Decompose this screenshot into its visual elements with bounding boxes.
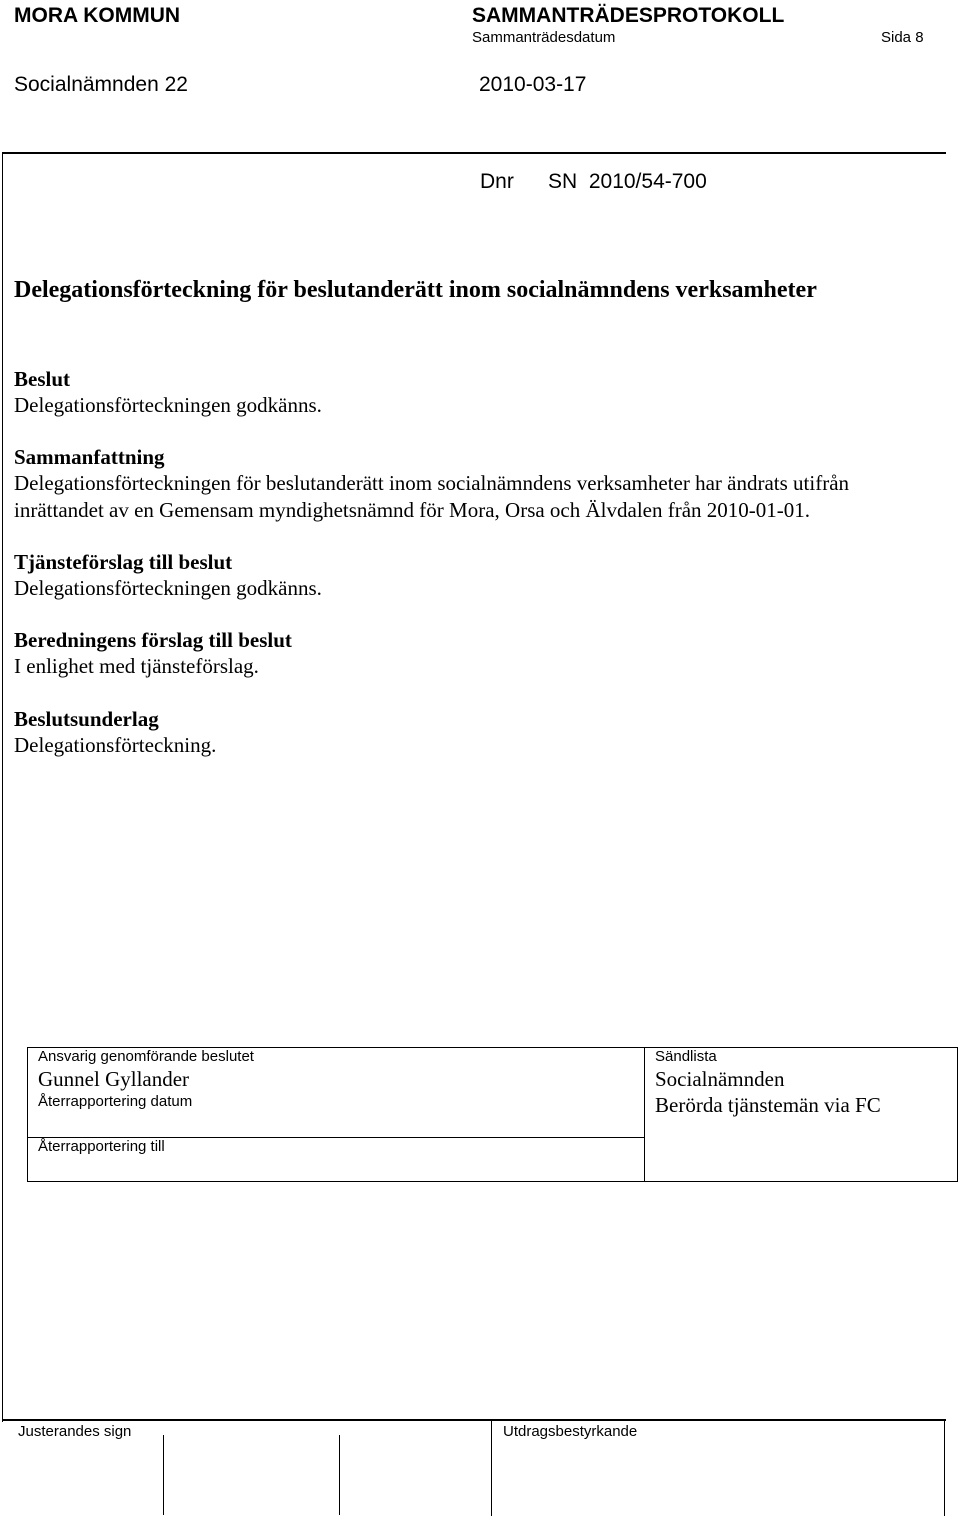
top-rule (2, 152, 946, 154)
sammanfattning-line-2: inrättandet av en Gemensam myndighetsnämnd för Mora, Orsa och Älvdalen från 2010-01-01. (14, 498, 811, 522)
distribution-item: Socialnämnden (655, 1067, 785, 1091)
report-date-label: Återrapportering datum (38, 1093, 193, 1110)
document-type: SAMMANTRÄDESPROTOKOLL (472, 4, 785, 27)
responsible-value: Gunnel Gyllander (38, 1067, 190, 1091)
report-to-label: Återrapportering till (38, 1138, 165, 1155)
responsible-label: Ansvarig genomförande beslutet (38, 1048, 254, 1065)
justerandes-sign-label: Justerandes sign (18, 1423, 132, 1440)
footer-divider (339, 1435, 340, 1515)
footer-divider (491, 1421, 492, 1516)
utdragsbestyrkande-label: Utdragsbestyrkande (503, 1423, 638, 1440)
committee-item: Socialnämnden 22 (14, 73, 188, 96)
beredningen-heading: Beredningens förslag till beslut (14, 628, 292, 652)
beslut-heading: Beslut (14, 367, 71, 391)
meeting-date-label: Sammanträdesdatum (472, 29, 616, 46)
footer-divider (163, 1435, 164, 1515)
meeting-date: 2010-03-17 (479, 73, 587, 96)
document-title: Delegationsförteckning för beslutanderätt inom socialnämndens verksamheter (14, 277, 817, 303)
distribution-item: Berörda tjänstemän via FC (655, 1093, 881, 1117)
footer-divider (944, 1421, 945, 1516)
beslut-text: Delegationsförteckningen godkänns. (14, 393, 322, 417)
distribution-label: Sändlista (655, 1048, 717, 1065)
tjansteforslag-text: Delegationsförteckningen godkänns. (14, 576, 322, 600)
beredningen-text: I enlighet med tjänsteförslag. (14, 654, 259, 678)
sammanfattning-line-1: Delegationsförteckningen för beslutanderätt inom socialnämndens verksamheter har ändrats utifrån (14, 471, 850, 495)
left-rule (2, 152, 3, 1422)
sammanfattning-heading: Sammanfattning (14, 445, 165, 469)
beslutsunderlag-text: Delegationsförteckning. (14, 733, 217, 757)
footer-rule (2, 1419, 946, 1421)
beslutsunderlag-heading: Beslutsunderlag (14, 707, 159, 731)
tjansteforslag-heading: Tjänsteförslag till beslut (14, 550, 233, 574)
dnr-value: SN 2010/54-700 (548, 170, 707, 193)
page-number: Sida 8 (881, 29, 924, 46)
organization-name: MORA KOMMUN (14, 4, 181, 27)
info-box-divider-vertical (644, 1047, 645, 1182)
dnr-label: Dnr (480, 170, 514, 193)
